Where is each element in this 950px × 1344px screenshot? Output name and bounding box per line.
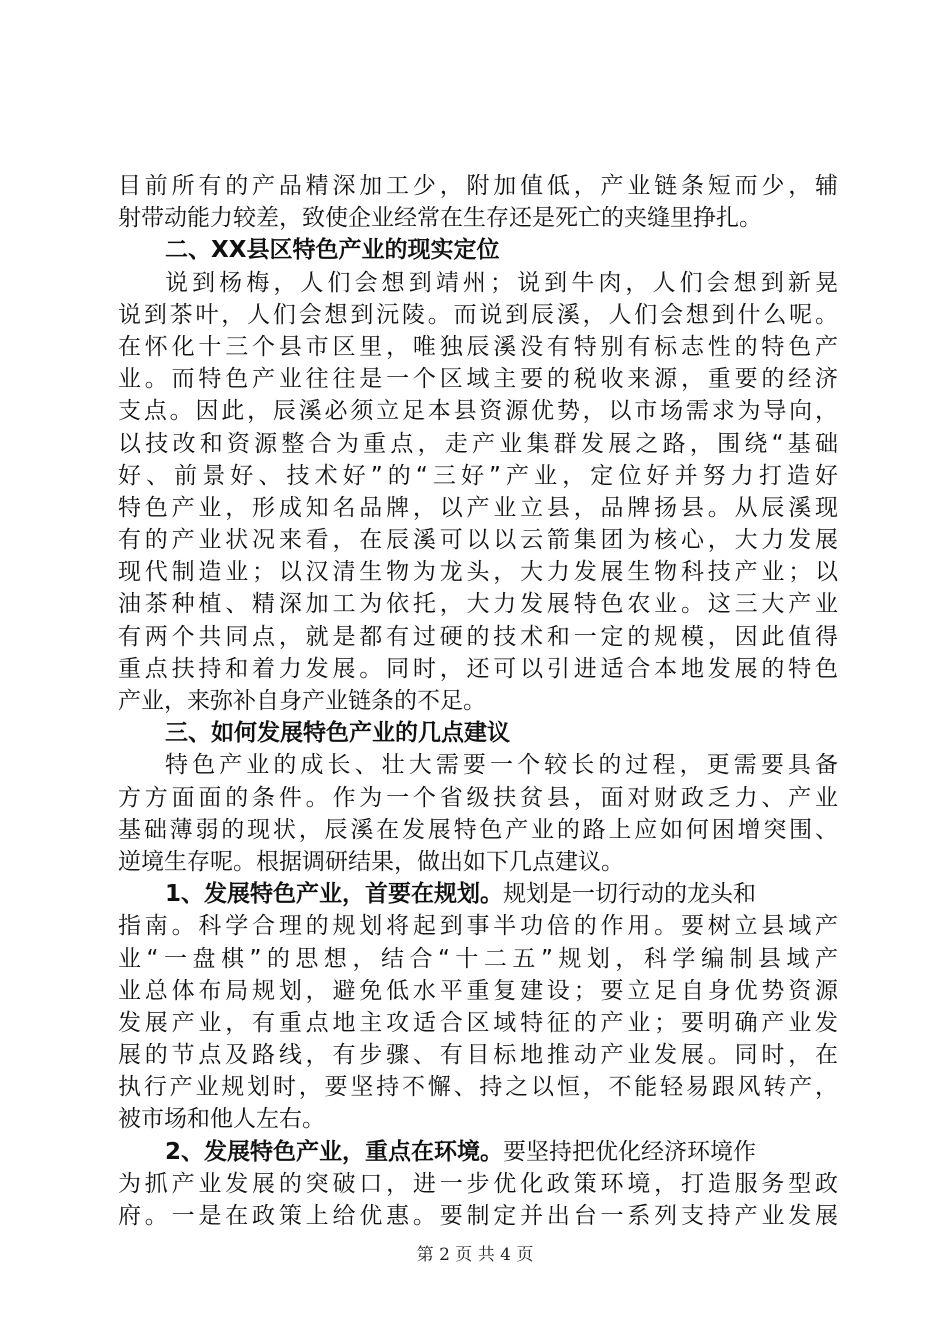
- text-line: 说到茶叶，人们会想到沅陵。而说到辰溪，人们会想到什么呢。: [118, 301, 838, 328]
- text-run: 规划是一切行动的龙头和: [503, 881, 757, 908]
- text-line: 展的节点及路线，有步骤、有目标地推动产业发展。同时，在: [118, 1042, 838, 1069]
- text-line: 指南。科学合理的规划将起到事半功倍的作用。要树立县域产: [118, 913, 838, 940]
- bold-lead-text: 1、发展特色产业，首要在规划。: [165, 881, 504, 908]
- text-line: 有的产业状况来看，在辰溪可以以云箭集团为核心，大力发展: [118, 527, 838, 554]
- document-body: [118, 170, 838, 1232]
- text-line: 好、前景好、技术好”的“三好”产业，定位好并努力打造好: [118, 462, 838, 489]
- text-line: 基础薄弱的现状，辰溪在发展特色产业的路上应如何困增突围、: [118, 816, 838, 843]
- text-line: 执行产业规划时，要坚持不懈、持之以恒，不能轻易跟风转产，: [118, 1074, 838, 1101]
- text-line: 业“一盘棋”的思想，结合“十二五”规划，科学编制县域产: [118, 945, 838, 972]
- section-heading: 三、如何发展特色产业的几点建议: [165, 720, 510, 747]
- text-line: 方方面面的条件。作为一个省级扶贫县，面对财政乏力、产业: [118, 784, 838, 811]
- text-line: 被市场和他人左右。: [118, 1106, 325, 1133]
- text-line: 现代制造业；以汉清生物为龙头，大力发展生物科技产业；以: [118, 559, 838, 586]
- text-line: 产业，来弥补自身产业链条的不足。: [118, 688, 486, 714]
- text-line: 以技改和资源整合为重点，走产业集群发展之路，围绕“基础: [118, 430, 838, 457]
- bold-lead-text: 2、发展特色产业，重点在环境。: [165, 1138, 504, 1165]
- text-line: 业总体布局规划，避免低水平重复建设；要立足自身优势资源: [118, 977, 838, 1004]
- text-line: 说到杨梅，人们会想到靖州；说到牛肉，人们会想到新晃: [165, 269, 838, 296]
- text-run: 要坚持把优化经济环境作: [503, 1138, 757, 1165]
- text-line: [118, 878, 838, 910]
- text-line: 目前所有的产品精深加工少，附加值低，产业链条短而少，辅: [118, 173, 838, 199]
- text-line: 有两个共同点，就是都有过硬的技术和一定的规模，因此值得: [118, 623, 838, 650]
- text-line: 支点。因此，辰溪必须立足本县资源优势，以市场需求为导向，: [118, 398, 838, 425]
- text-line: 特色产业，形成知名品牌，以产业立县，品牌扬县。从辰溪现: [118, 494, 838, 521]
- text-line: 在怀化十三个县市区里，唯独辰溪没有特别有标志性的特色产: [118, 333, 838, 360]
- page-number-footer: 第 2 页 共 4 页: [416, 1245, 534, 1265]
- text-line: 逆境生存呢。根据调研结果，做出如下几点建议。: [118, 848, 624, 875]
- text-line: 为抓产业发展的突破口，进一步优化政策环境，打造服务型政: [118, 1170, 838, 1197]
- text-line: 府。一是在政策上给优惠。要制定并出台一系列支持产业发展: [118, 1203, 838, 1229]
- text-line: 油茶种植、精深加工为依托，大力发展特色农业。这三大产业: [118, 591, 838, 618]
- text-line: 特色产业的成长、壮大需要一个较长的过程，更需要具备: [165, 752, 838, 779]
- text-line: 重点扶持和着力发展。同时，还可以引进适合本地发展的特色: [118, 655, 838, 682]
- text-line: [118, 1136, 838, 1168]
- text-line: 业。而特色产业往往是一个区域主要的税收来源，重要的经济: [118, 366, 838, 393]
- text-line: 射带动能力较差，致使企业经常在生存还是死亡的夹缝里挣扎。: [118, 205, 762, 232]
- section-heading: 二、XX县区特色产业的现实定位: [165, 237, 500, 264]
- text-line: 发展产业，有重点地主攻适合区域特征的产业；要明确产业发: [118, 1009, 838, 1036]
